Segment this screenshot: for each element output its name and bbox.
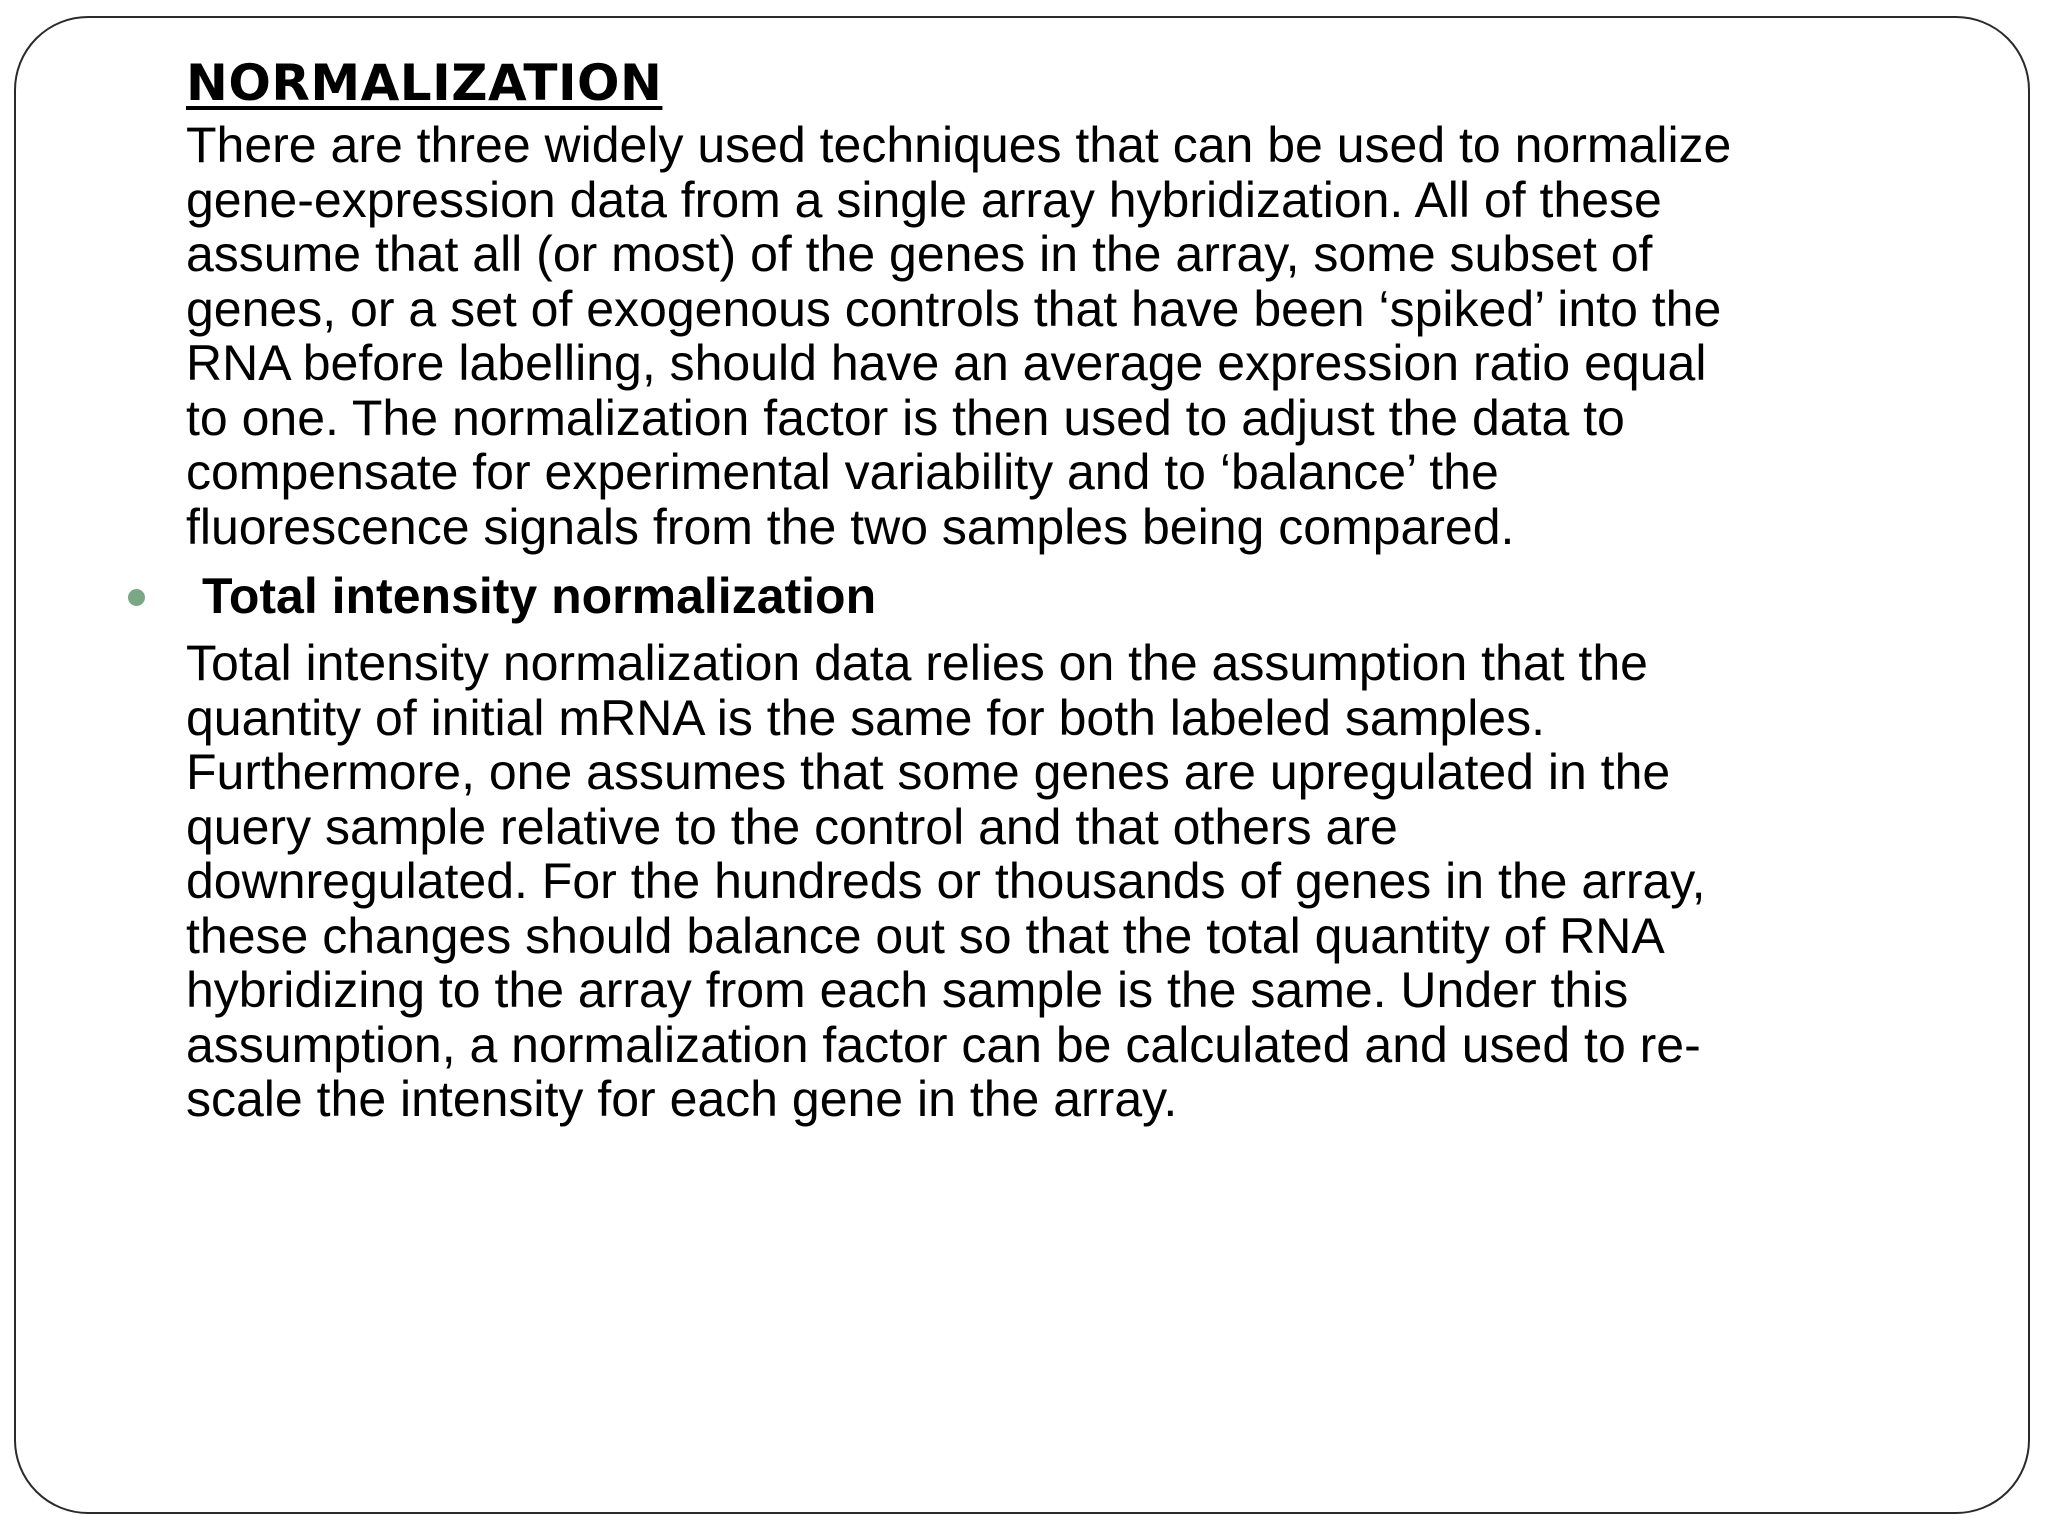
slide-heading: NORMALIZATION — [186, 54, 663, 112]
intro-paragraph: There are three widely used techniques that can be used to normalize gene-expression data from a single array hybridization. All of these assume that all (or most) of the genes in the array, some subset of genes, or a set of exogenous controls that have been ‘spiked’ into the RNA before labelling, should have an average expression ratio equal to one. The normalization factor is then used to adjust the data to compensate for experimental variability and to ‘balance’ the fluorescence signals from the two samples being compared. — [186, 117, 1732, 555]
bullet-dot-icon — [128, 589, 145, 606]
bullet-body-paragraph: Total intensity normalization data relies on the assumption that the quantity of initial mRNA is the same for both labeled samples. Furthermore, one assumes that some genes are upregulated in the query sample relative to the control and that others are downregulated. For the hundreds or thousands of genes in the array, these changes should balance out so that the total quantity of RNA hybridizing to the array from each sample is the same. Under this assumption, a normalization factor can be calculated and used to re- scale the intensity for each gene in the array. — [186, 635, 1706, 1127]
bullet-title: Total intensity normalization — [202, 568, 877, 624]
slide-content — [186, 50, 1986, 1127]
bullet-item — [186, 566, 1986, 626]
